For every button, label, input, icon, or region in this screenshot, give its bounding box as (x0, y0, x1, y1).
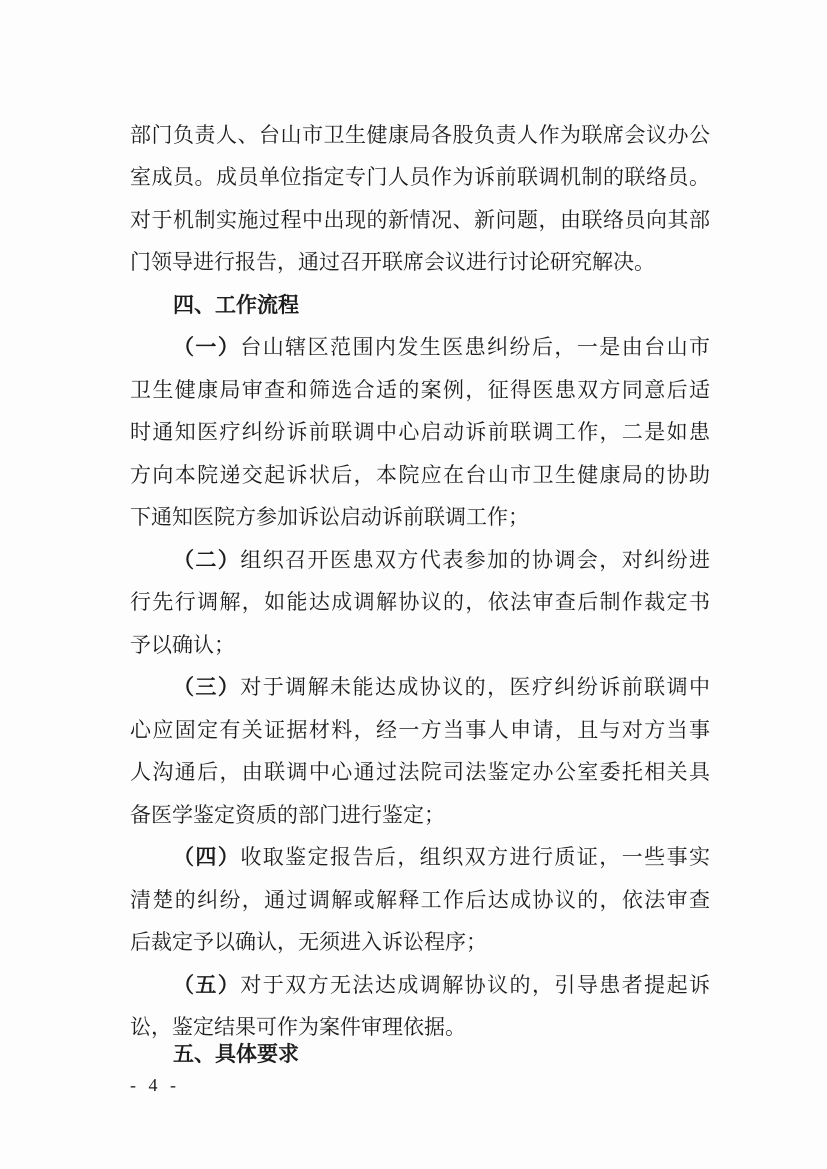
item5-line-2: 讼，鉴定结果可作为案件审理依据。 (130, 1015, 466, 1039)
item3-line-4: 备医学鉴定资质的部门进行鉴定； (130, 803, 445, 827)
item3-line-2: 心应固定有关证据材料，经一方当事人申请，且与对方当事 (130, 718, 710, 742)
page-number: - 4 - (130, 1075, 180, 1095)
item5-label: （五） (173, 972, 241, 997)
item2-line-2: 行先行调解，如能达成调解协议的，依法审查后制作裁定书 (130, 590, 710, 614)
section-heading-requirements: 五、具体要求 (173, 1042, 299, 1066)
intro-line-2: 室成员。成员单位指定专门人员作为诉前联调机制的联络员。 (130, 165, 710, 189)
item3-line-1 (173, 673, 710, 701)
item1-line-5: 下通知医院方参加诉讼启动诉前联调工作； (130, 505, 529, 529)
intro-line-1: 部门负责人、台山市卫生健康局各股负责人作为联席会议办公 (130, 123, 710, 147)
item4-text: 收取鉴定报告后，组织双方进行质证，一些事实 (240, 845, 711, 869)
item1-text: 台山辖区范围内发生医患纠纷后，一是由台山市 (240, 335, 711, 359)
item2-text: 组织召开医患双方代表参加的协调会，对纠纷进 (240, 548, 711, 572)
intro-line-3: 对于机制实施过程中出现的新情况、新问题，由联络员向其部 (130, 208, 710, 232)
item3-label: （三） (173, 674, 241, 699)
item1-line-4: 方向本院递交起诉状后，本院应在台山市卫生健康局的协助 (130, 463, 710, 487)
item4-label: （四） (173, 844, 241, 869)
item3-text: 对于调解未能达成协议的，医疗纠纷诉前联调中 (240, 675, 711, 699)
intro-line-4: 门领导进行报告，通过召开联席会议进行讨论研究解决。 (130, 250, 655, 274)
item1-line-1 (173, 333, 710, 361)
item4-line-1 (173, 843, 710, 871)
item2-line-3: 予以确认； (130, 633, 235, 657)
item5-text: 对于双方无法达成调解协议的，引导患者提起诉 (240, 973, 711, 997)
item1-line-3: 时通知医疗纠纷诉前联调中心启动诉前联调工作，二是如患 (130, 420, 710, 444)
item4-line-3: 后裁定予以确认，无须进入诉讼程序； (130, 930, 487, 954)
item2-label: （二） (173, 547, 241, 572)
item3-line-3: 人沟通后，由联调中心通过法院司法鉴定办公室委托相关具 (130, 760, 710, 784)
item1-line-2: 卫生健康局审查和筛选合适的案例，征得医患双方同意后适 (130, 378, 710, 402)
item2-line-1 (173, 546, 710, 574)
section-heading-workflow: 四、工作流程 (173, 293, 299, 317)
item1-label: （一） (173, 334, 241, 359)
item5-line-1 (173, 971, 710, 999)
item4-line-2: 清楚的纠纷，通过调解或解释工作后达成协议的，依法审查 (130, 888, 710, 912)
